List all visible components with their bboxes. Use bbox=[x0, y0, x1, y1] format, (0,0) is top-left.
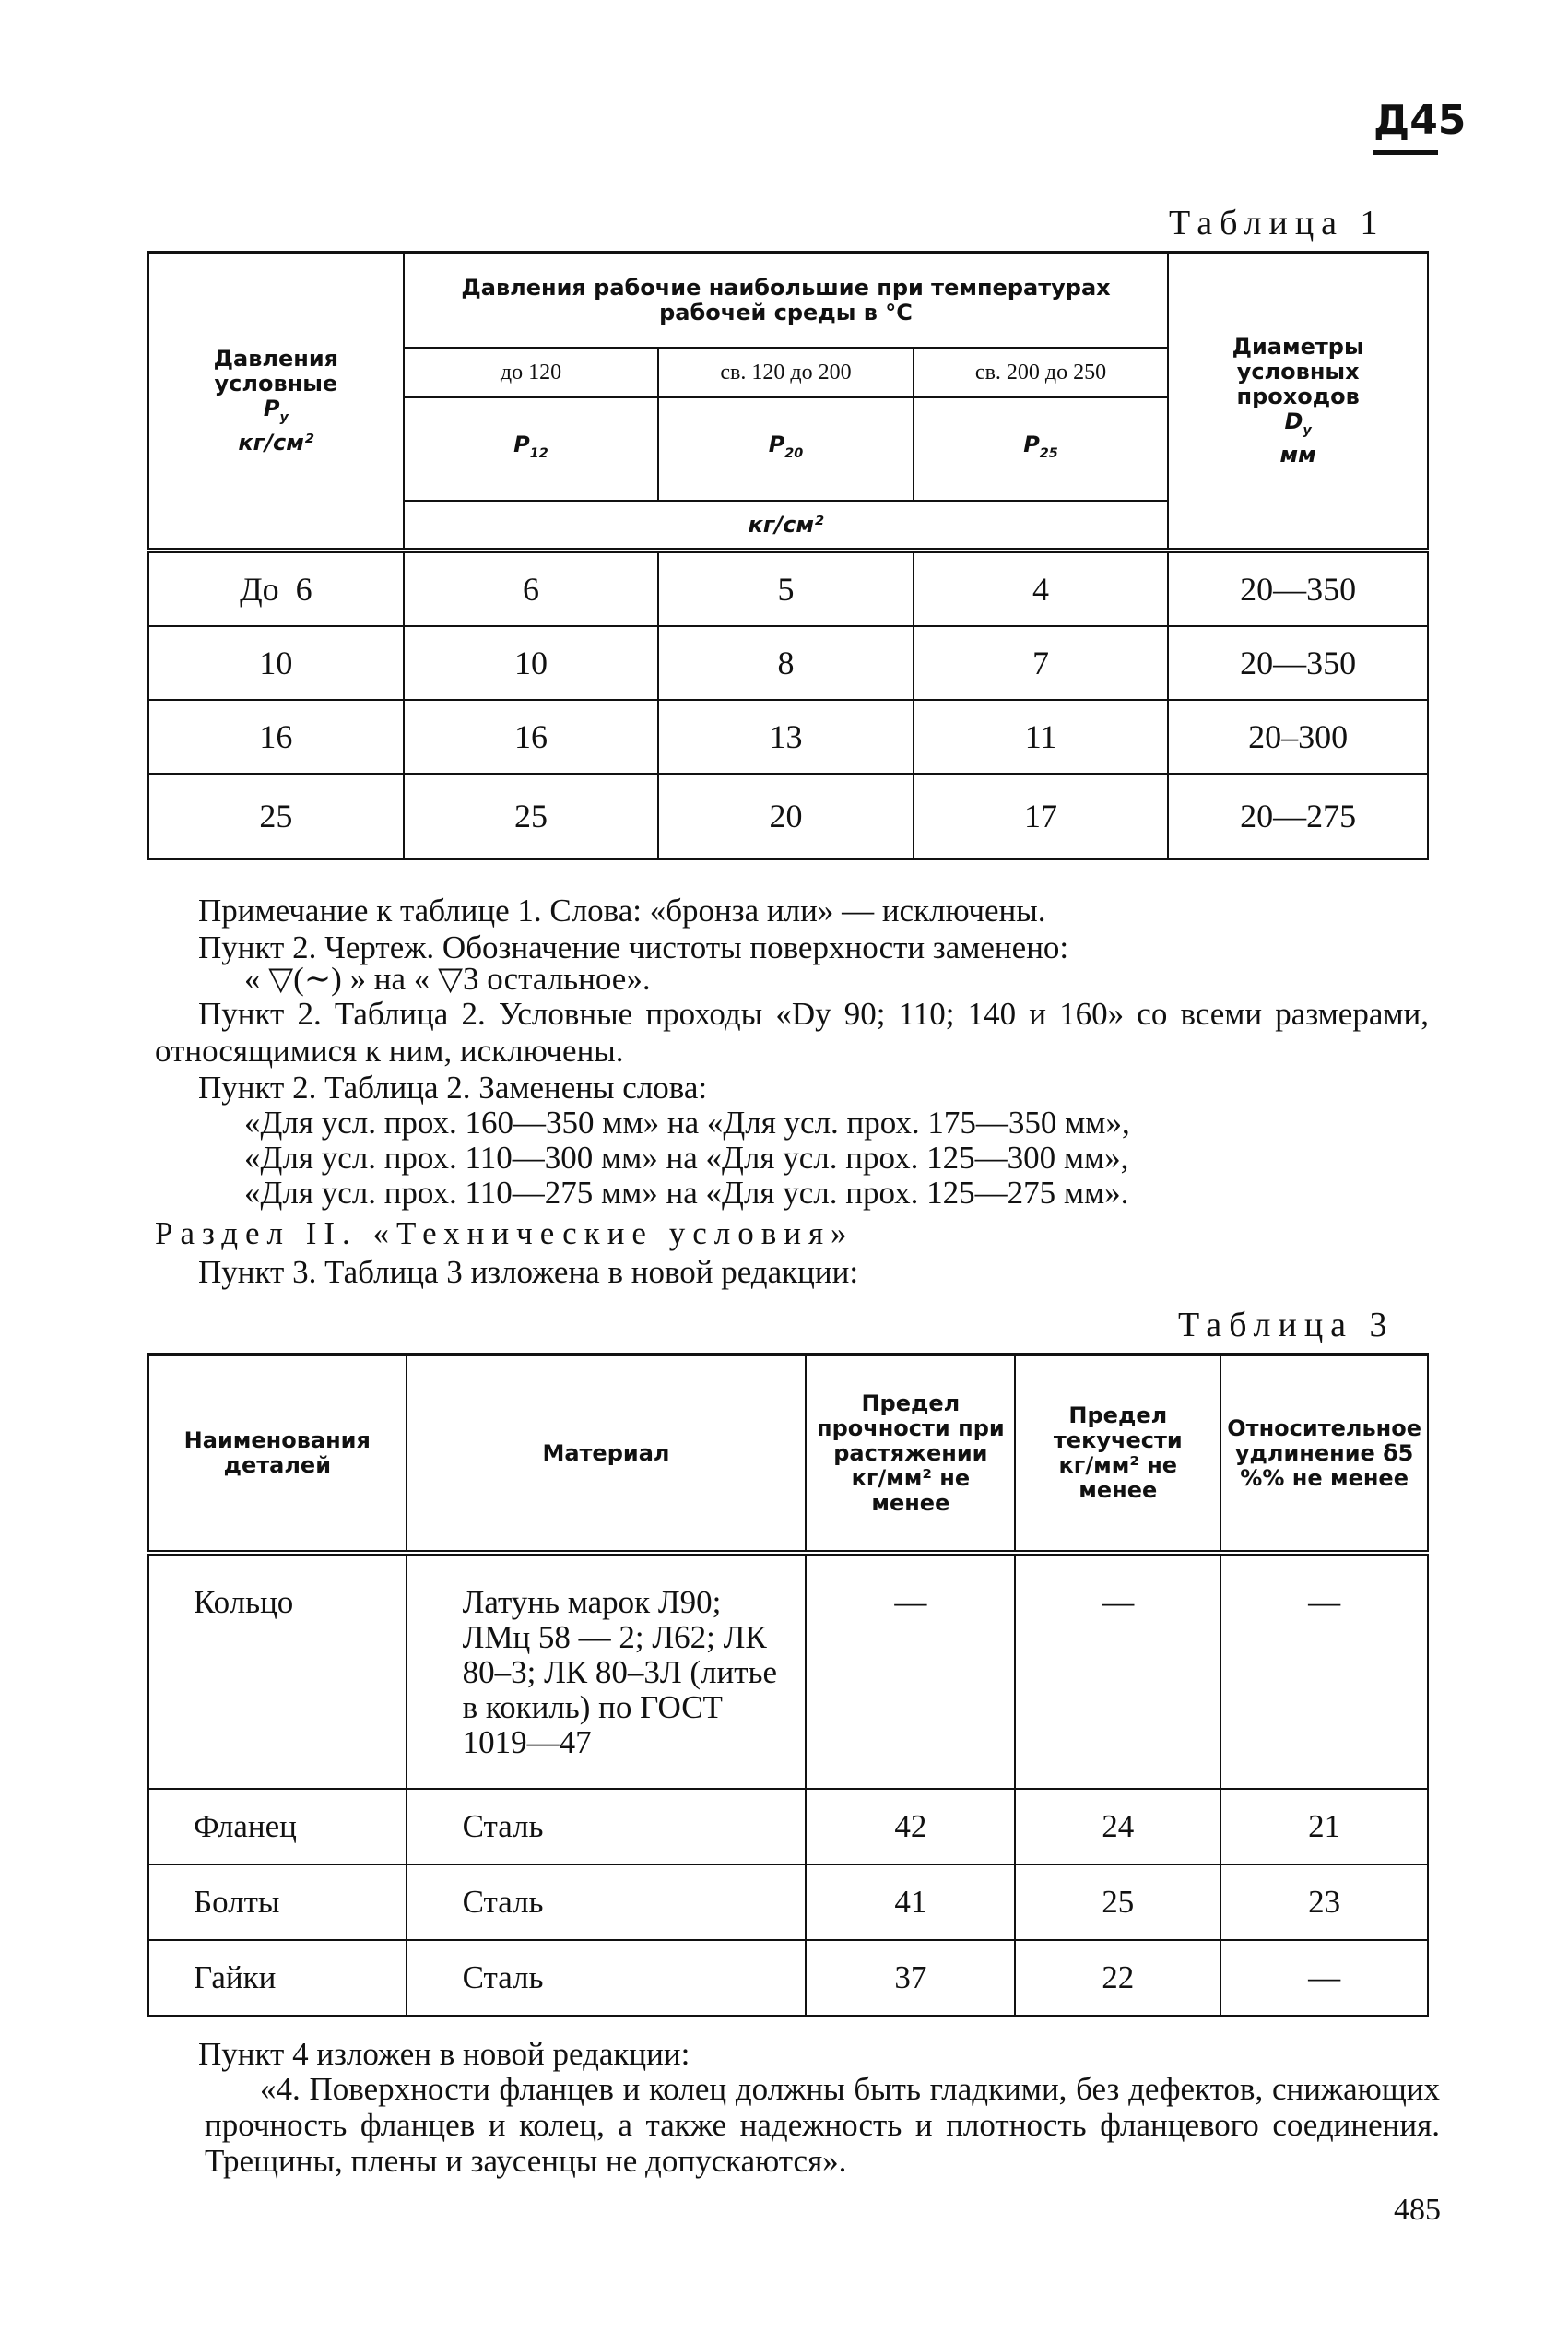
t1-psym-3-i: 25 bbox=[1039, 445, 1058, 461]
t1-cell: 20—350 bbox=[1168, 553, 1428, 626]
t1-cell: 13 bbox=[658, 700, 914, 774]
t1-cell: 4 bbox=[914, 553, 1169, 626]
t3-cell-yield: 22 bbox=[1015, 1940, 1220, 2017]
t1-h5-unit: мм bbox=[1279, 442, 1316, 468]
table-row bbox=[148, 1940, 1428, 2017]
t3-cell-strength: — bbox=[806, 1556, 1015, 1789]
t1-cell: 16 bbox=[148, 700, 404, 774]
point4-text: «4. Поверхности фланцев и колец должны быть гладкими, без дефектов, снижающих прочность фланцев и колец, а также надежность и плотность фланцевого соединения. Трещины, плены и заусенцы не допускаются». bbox=[205, 2071, 1440, 2179]
t1-cell: 5 bbox=[658, 553, 914, 626]
t1-psym-2-s: P bbox=[768, 431, 785, 457]
table1-label: Таблица 1 bbox=[1169, 204, 1385, 243]
t3-cell-yield: 25 bbox=[1015, 1864, 1220, 1940]
t1-psym-2-i: 20 bbox=[784, 445, 804, 461]
t3-cell-name: Фланец bbox=[148, 1789, 407, 1864]
t1-psym-2 bbox=[658, 397, 914, 501]
table3-label: Таблица 3 bbox=[1178, 1306, 1395, 1344]
table-row bbox=[148, 553, 1428, 626]
section-title: Раздел II. «Технические условия» bbox=[155, 1215, 855, 1251]
t3-cell-elong: 21 bbox=[1220, 1789, 1428, 1864]
t1-cell: 7 bbox=[914, 626, 1169, 700]
table-row bbox=[148, 1556, 1428, 1789]
t1-cell: 11 bbox=[914, 700, 1169, 774]
t1-cell: До 6 bbox=[148, 553, 404, 626]
t1-h1-sub: у bbox=[279, 409, 289, 425]
t1-h1-symbol: P bbox=[263, 396, 280, 422]
t1-psym-1 bbox=[404, 397, 659, 501]
table-row bbox=[148, 626, 1428, 700]
t3-header-strength: Предел прочности при растяжении кг/мм² не менее bbox=[806, 1355, 1015, 1553]
t1-temp-2: св. 120 до 200 bbox=[658, 348, 914, 397]
table-row bbox=[148, 700, 1428, 774]
t3-cell-strength: 41 bbox=[806, 1864, 1015, 1940]
page-code-underline bbox=[1373, 150, 1438, 155]
t1-psym-1-i: 12 bbox=[529, 445, 548, 461]
note-7: «Для усл. прох. 110—300 мм» на «Для усл. прох. 125—300 мм», bbox=[244, 1140, 1129, 1176]
t3-header-material: Материал bbox=[407, 1355, 807, 1553]
t1-unit-row: кг/см² bbox=[404, 501, 1169, 550]
t1-psym-3-s: P bbox=[1023, 431, 1040, 457]
t3-cell-yield: — bbox=[1015, 1556, 1220, 1789]
t1-header-diameter bbox=[1168, 253, 1428, 550]
t1-header-pressure bbox=[148, 253, 404, 550]
note-2: Пункт 2. Чертеж. Обозначение чистоты поверхности заменено: bbox=[198, 929, 1069, 965]
t1-cell: 20—275 bbox=[1168, 774, 1428, 859]
t1-h5-title: Диаметры условных проходов bbox=[1232, 333, 1364, 409]
t3-cell-yield: 24 bbox=[1015, 1789, 1220, 1864]
t3-header-name: Наименования деталей bbox=[148, 1355, 407, 1553]
note-3: « ▽(∼) » на « ▽3 остальное». bbox=[244, 961, 651, 997]
t1-cell: 17 bbox=[914, 774, 1169, 859]
t1-h5-symbol: D bbox=[1284, 408, 1303, 434]
t3-header-elong: Относительное удлинение δ5 %% не менее bbox=[1220, 1355, 1428, 1553]
table-1 bbox=[147, 251, 1429, 860]
t3-cell-elong: — bbox=[1220, 1556, 1428, 1789]
t1-temp-1: до 120 bbox=[404, 348, 659, 397]
section-line: Пункт 3. Таблица 3 изложена в новой редакции: bbox=[198, 1254, 859, 1290]
t1-cell: 6 bbox=[404, 553, 659, 626]
t1-cell: 20–300 bbox=[1168, 700, 1428, 774]
t3-cell-material: Сталь bbox=[407, 1789, 807, 1864]
t1-cell: 20—350 bbox=[1168, 626, 1428, 700]
t3-cell-elong: — bbox=[1220, 1940, 1428, 2017]
t3-cell-name: Кольцо bbox=[148, 1556, 407, 1789]
t3-cell-name: Болты bbox=[148, 1864, 407, 1940]
t3-cell-strength: 42 bbox=[806, 1789, 1015, 1864]
table-3 bbox=[147, 1353, 1429, 2017]
table-row bbox=[148, 1789, 1428, 1864]
t1-cell: 20 bbox=[658, 774, 914, 859]
t3-cell-material: Сталь bbox=[407, 1940, 807, 2017]
note-1: Примечание к таблице 1. Слова: «бронза или» — исключены. bbox=[198, 893, 1046, 929]
t1-cell: 25 bbox=[404, 774, 659, 859]
t1-psym-3 bbox=[914, 397, 1169, 501]
t3-cell-material: Сталь bbox=[407, 1864, 807, 1940]
note-5: Пункт 2. Таблица 2. Заменены слова: bbox=[198, 1070, 708, 1106]
table-row bbox=[148, 1864, 1428, 1940]
t1-cell: 16 bbox=[404, 700, 659, 774]
t3-header-yield: Предел текучести кг/мм² не менее bbox=[1015, 1355, 1220, 1553]
note-8: «Для усл. прох. 110—275 мм» на «Для усл. прох. 125—275 мм». bbox=[244, 1175, 1129, 1211]
page-number: 485 bbox=[1394, 2193, 1441, 2227]
t3-cell-material: Латунь марок Л90; ЛМц 58 — 2; Л62; ЛК 80–3; ЛК 80–3Л (литье в кокиль) по ГОСТ 1019—47 bbox=[407, 1556, 807, 1789]
t1-temp-3: св. 200 до 250 bbox=[914, 348, 1169, 397]
t3-cell-elong: 23 bbox=[1220, 1864, 1428, 1940]
page-code: Д45 bbox=[1373, 97, 1467, 144]
t1-cell: 10 bbox=[148, 626, 404, 700]
t1-h1-title: Давления условные bbox=[213, 346, 339, 397]
t1-psym-1-s: P bbox=[513, 431, 530, 457]
t1-header-group: Давления рабочие наибольшие при температурах рабочей среды в °С bbox=[404, 253, 1169, 348]
t3-cell-strength: 37 bbox=[806, 1940, 1015, 2017]
table-row bbox=[148, 774, 1428, 859]
t1-h1-unit: кг/см² bbox=[238, 429, 314, 456]
t1-cell: 10 bbox=[404, 626, 659, 700]
note-4: Пункт 2. Таблица 2. Условные проходы «Dy 90; 110; 140 и 160» со всеми размерами, относящимися к ним, исключены. bbox=[155, 996, 1429, 1069]
point4-intro: Пункт 4 изложен в новой редакции: bbox=[198, 2036, 690, 2072]
t3-cell-name: Гайки bbox=[148, 1940, 407, 2017]
t1-cell: 8 bbox=[658, 626, 914, 700]
t1-h5-sub: у bbox=[1303, 422, 1312, 438]
note-6: «Для усл. прох. 160—350 мм» на «Для усл. прох. 175—350 мм», bbox=[244, 1105, 1130, 1141]
t1-cell: 25 bbox=[148, 774, 404, 859]
